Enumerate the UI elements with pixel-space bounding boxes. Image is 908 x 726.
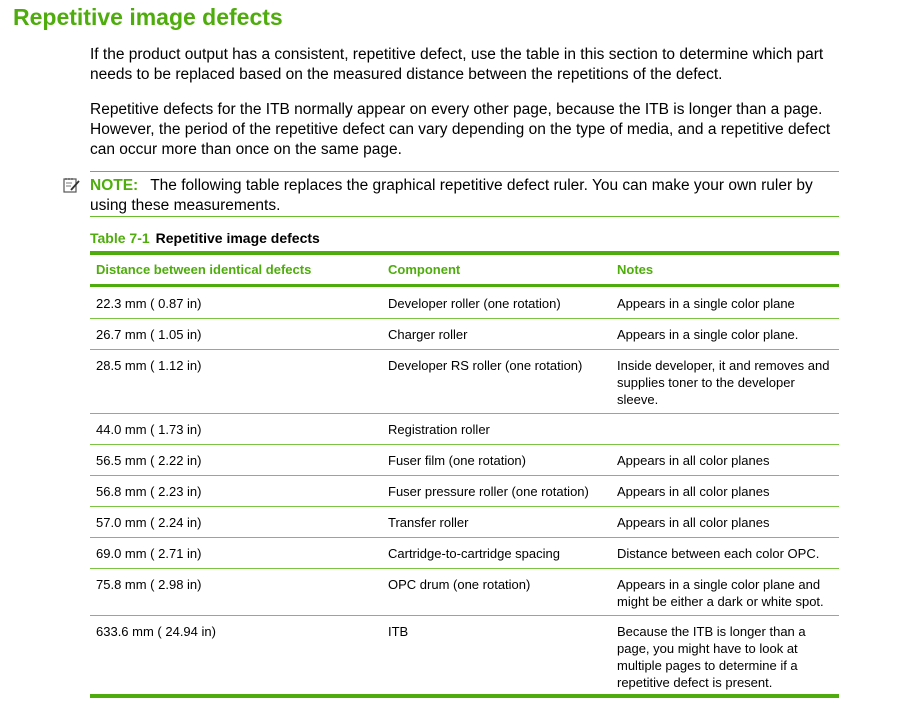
cell-distance: 22.3 mm ( 0.87 in) xyxy=(96,296,202,311)
row-divider xyxy=(90,506,839,507)
row-divider xyxy=(90,615,839,616)
itb-paragraph: Repetitive defects for the ITB normally appear on every other page, because the ITB is longer than a page. However, the period of the repetitive defect can vary depending on the type of media, and a repetitive defect can occur more than once on the same page. xyxy=(90,101,831,158)
note-label: NOTE: xyxy=(90,177,139,194)
table-caption-number: Table 7-1 xyxy=(90,230,150,246)
cell-distance: 44.0 mm ( 1.73 in) xyxy=(96,422,202,437)
page-title: Repetitive image defects xyxy=(13,4,283,30)
note-top-rule xyxy=(90,171,839,172)
cell-distance: 26.7 mm ( 1.05 in) xyxy=(96,327,202,342)
row-divider xyxy=(90,537,839,538)
cell-distance: 57.0 mm ( 2.24 in) xyxy=(96,515,202,530)
cell-component: Developer RS roller (one rotation) xyxy=(388,358,583,373)
header-distance: Distance between identical defects xyxy=(96,262,312,277)
cell-distance: 69.0 mm ( 2.71 in) xyxy=(96,546,202,561)
cell-component: ITB xyxy=(388,624,409,639)
cell-notes: Appears in a single color plane xyxy=(617,296,795,311)
cell-component: Developer roller (one rotation) xyxy=(388,296,561,311)
row-divider xyxy=(90,349,839,350)
note-bottom-rule xyxy=(90,216,839,217)
row-divider xyxy=(90,413,839,414)
table-caption-title: Repetitive image defects xyxy=(155,230,320,246)
note-text: The following table replaces the graphical repetitive defect ruler. You can make your own ruler by using these measurements. xyxy=(90,177,813,214)
cell-notes: Appears in all color planes xyxy=(617,515,770,530)
table-header-rule xyxy=(90,284,839,287)
cell-notes: Appears in a single color plane and might be either a dark or white spot. xyxy=(617,577,824,609)
cell-notes: Inside developer, it and removes and supplies toner to the developer sleeve. xyxy=(617,358,830,407)
intro-paragraph: If the product output has a consistent, repetitive defect, use the table in this section to determine which part needs to be replaced based on the measured distance between the repetitions of the defect. xyxy=(90,46,824,83)
cell-distance: 75.8 mm ( 2.98 in) xyxy=(96,577,202,592)
note-pad-icon xyxy=(63,177,81,193)
table-caption xyxy=(90,230,320,246)
row-divider xyxy=(90,568,839,569)
cell-component: Charger roller xyxy=(388,327,468,342)
table-top-rule xyxy=(90,251,839,255)
cell-distance: 633.6 mm ( 24.94 in) xyxy=(96,624,216,639)
table-bottom-rule xyxy=(90,694,839,698)
cell-notes: Appears in all color planes xyxy=(617,484,770,499)
cell-distance: 28.5 mm ( 1.12 in) xyxy=(96,358,202,373)
cell-component: Registration roller xyxy=(388,422,490,437)
cell-component: OPC drum (one rotation) xyxy=(388,577,531,592)
cell-notes: Appears in all color planes xyxy=(617,453,770,468)
cell-notes: Distance between each color OPC. xyxy=(617,546,820,561)
header-component: Component xyxy=(388,262,461,277)
row-divider xyxy=(90,444,839,445)
header-notes: Notes xyxy=(617,262,654,277)
row-divider xyxy=(90,318,839,319)
cell-distance: 56.8 mm ( 2.23 in) xyxy=(96,484,202,499)
cell-distance: 56.5 mm ( 2.22 in) xyxy=(96,453,202,468)
cell-notes: Appears in a single color plane. xyxy=(617,327,799,342)
cell-component: Fuser film (one rotation) xyxy=(388,453,526,468)
cell-notes: Because the ITB is longer than a page, you might have to look at multiple pages to determine if a repetitive defect is present. xyxy=(617,624,806,690)
cell-component: Transfer roller xyxy=(388,515,469,530)
row-divider xyxy=(90,475,839,476)
cell-component: Cartridge-to-cartridge spacing xyxy=(388,546,560,561)
cell-component: Fuser pressure roller (one rotation) xyxy=(388,484,589,499)
note-block xyxy=(90,176,850,216)
